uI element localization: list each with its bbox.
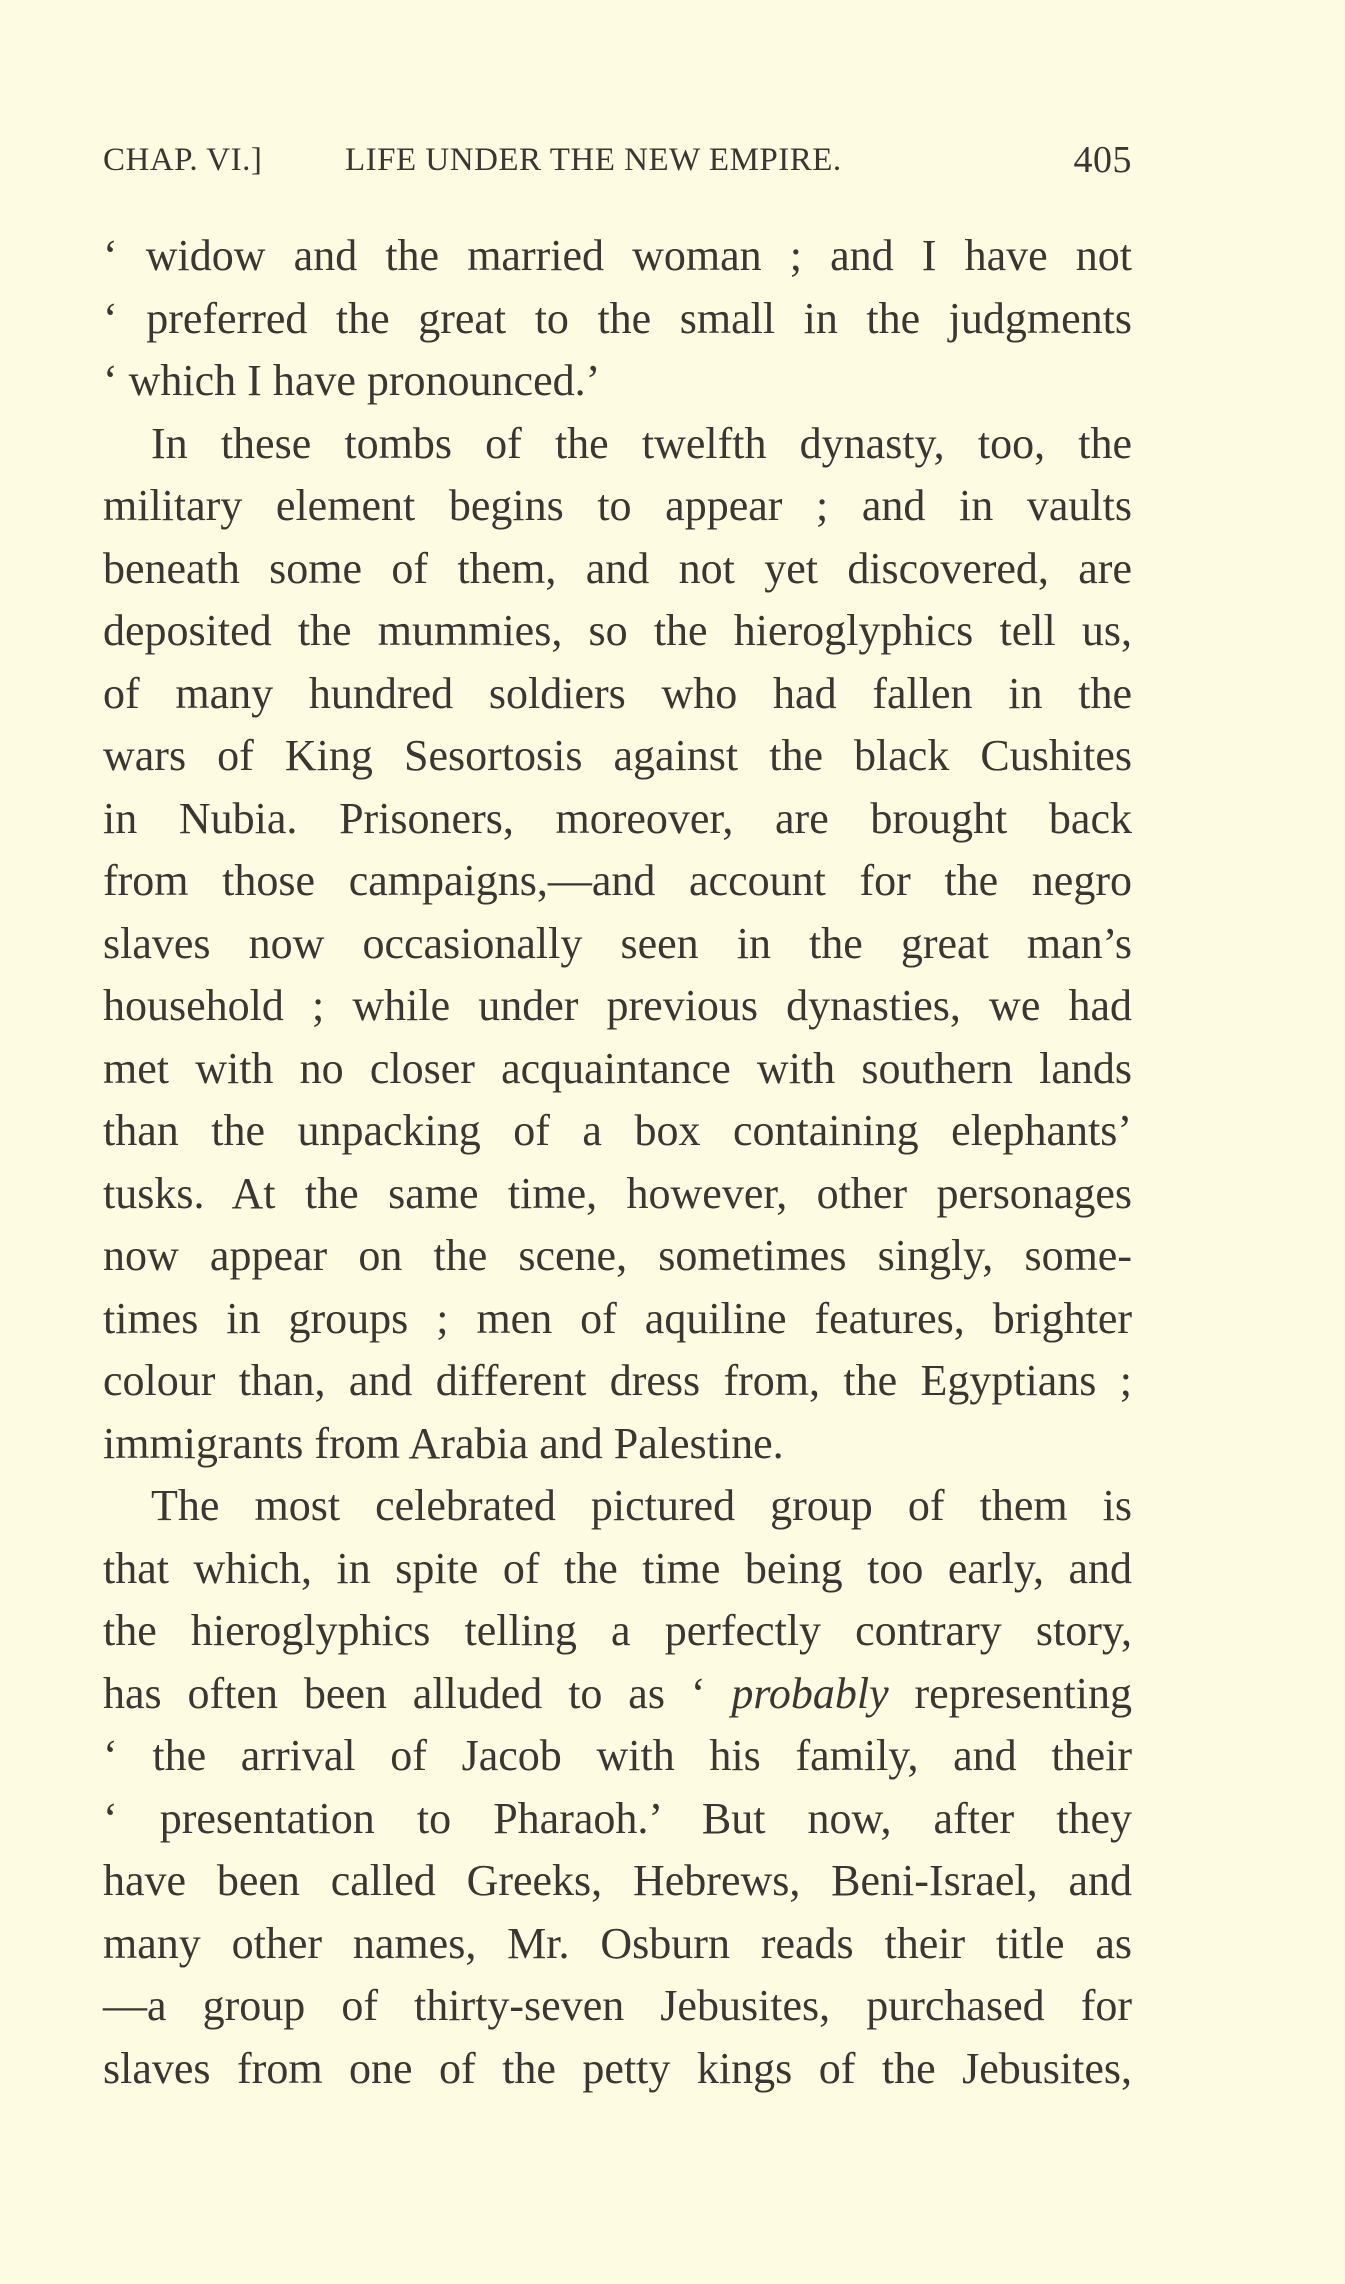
text-segment: The most celebrated pictured group of them is [151, 1481, 1132, 1530]
text-line [103, 975, 1132, 1038]
chapter-label: CHAP. VI.] [103, 142, 263, 178]
text-line [103, 413, 1132, 476]
text-segment: representing [888, 1668, 1132, 1718]
text-segment: immigrants from Arabia and Palestine. [103, 1418, 784, 1468]
text-line [103, 1725, 1132, 1788]
text-segment: ‘ presentation to Pharaoh.’ But now, after they [103, 1793, 1132, 1843]
text-line [103, 225, 1132, 288]
text-line [103, 1413, 1132, 1476]
text-segment: household ; while under previous dynasties, we had [103, 981, 1132, 1030]
running-title: LIFE UNDER THE NEW EMPIRE. [345, 142, 842, 178]
text-segment: In these tombs of the twelfth dynasty, too, the [151, 418, 1132, 468]
text-line [103, 1100, 1132, 1163]
text-line [103, 1850, 1132, 1913]
text-line [103, 1350, 1132, 1413]
text-segment: deposited the mummies, so the hieroglyphics tell us, [103, 606, 1132, 655]
text-segment: of many hundred soldiers who had fallen in the [103, 668, 1132, 718]
text-line [103, 788, 1132, 851]
text-line [103, 725, 1132, 788]
text-line [103, 850, 1132, 913]
text-line [103, 1288, 1132, 1351]
text-line [103, 1225, 1132, 1288]
text-segment: ‘ the arrival of Jacob with his family, and their [103, 1731, 1132, 1780]
text-line [103, 1538, 1132, 1601]
text-segment: ‘ which I have pronounced.’ [103, 356, 601, 405]
running-header [103, 140, 1132, 180]
text-line [103, 538, 1132, 601]
text-line [103, 1163, 1132, 1226]
page-number: 405 [1073, 139, 1132, 181]
text-segment: from those campaigns,—and account for the negro [103, 856, 1132, 905]
text-line [103, 475, 1132, 538]
text-segment: met with no closer acquaintance with southern lands [103, 1043, 1132, 1093]
text-segment: have been called Greeks, Hebrews, Beni-Israel, and [103, 1856, 1132, 1905]
text-line [103, 1913, 1132, 1976]
text-segment: the hieroglyphics telling a perfectly contrary story, [103, 1606, 1132, 1655]
text-line [103, 663, 1132, 726]
text-segment: ‘ preferred the great to the small in the judgments [103, 293, 1132, 343]
text-line [103, 2038, 1132, 2101]
text-segment: wars of King Sesortosis against the black Cushites [103, 731, 1132, 780]
text-line [103, 288, 1132, 351]
text-line [103, 1600, 1132, 1663]
text-segment: in Nubia. Prisoners, moreover, are brought back [103, 793, 1132, 843]
text-segment: colour than, and different dress from, the Egyptians ; [103, 1356, 1132, 1405]
text-line [103, 1975, 1132, 2038]
text-line [103, 1475, 1132, 1538]
italic-text: probably [731, 1668, 889, 1718]
text-segment: than the unpacking of a box containing elephants’ [103, 1106, 1132, 1155]
text-segment: has often been alluded to as ‘ [103, 1668, 732, 1718]
text-segment: times in groups ; men of aquiline features, brighter [103, 1293, 1132, 1343]
text-line [103, 600, 1132, 663]
text-segment: that which, in spite of the time being too early, and [103, 1543, 1132, 1593]
text-segment: slaves now occasionally seen in the great man’s [103, 918, 1132, 968]
page-body-text [103, 225, 1132, 2100]
text-segment: military element begins to appear ; and in vaults [103, 481, 1132, 530]
text-segment: ‘ widow and the married woman ; and I have not [103, 231, 1132, 280]
text-line [103, 1788, 1132, 1851]
text-line [103, 913, 1132, 976]
text-segment: tusks. At the same time, however, other personages [103, 1168, 1132, 1218]
text-line [103, 1038, 1132, 1101]
text-segment: —a group of thirty-seven Jebusites, purchased for [103, 1981, 1132, 2030]
text-segment: many other names, Mr. Osburn reads their title as [103, 1918, 1132, 1968]
text-segment: now appear on the scene, sometimes singly, some- [103, 1231, 1132, 1280]
text-line [103, 1663, 1132, 1726]
text-segment: slaves from one of the petty kings of the Jebusites, [103, 2043, 1132, 2093]
text-segment: beneath some of them, and not yet discovered, are [103, 543, 1132, 593]
text-line [103, 350, 1132, 413]
